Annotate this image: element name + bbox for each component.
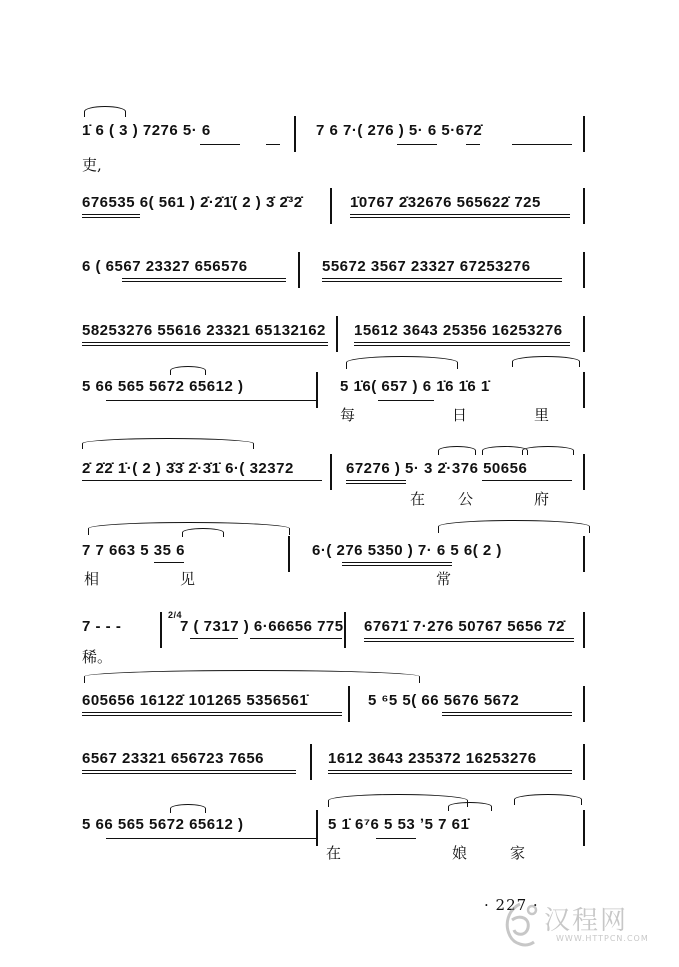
- underline: [378, 400, 434, 401]
- lyric: 常: [436, 570, 452, 588]
- underline: [82, 345, 328, 346]
- underline: [200, 144, 240, 145]
- slur: [84, 106, 126, 117]
- watermark: [498, 896, 668, 956]
- lyric: 在: [326, 844, 342, 862]
- lyric: 稀。: [82, 648, 113, 666]
- measure-group-a: 6567 23321 656723 7656: [82, 750, 265, 767]
- measure-group-a: 58253276 55616 23321 65132162: [82, 322, 326, 339]
- score-line-4: [82, 314, 587, 358]
- slur: [182, 528, 224, 537]
- barline: [583, 536, 585, 572]
- underline: [512, 144, 572, 145]
- lyric: 每: [340, 406, 356, 424]
- barline: [583, 116, 585, 152]
- barline: [583, 612, 585, 648]
- watermark-url: WWW.HTTPCN.COM: [556, 934, 649, 943]
- lyric: 娘: [452, 844, 468, 862]
- score-line-1: [82, 114, 587, 158]
- underline: [122, 278, 286, 279]
- score-line-6: [82, 452, 587, 496]
- barline: [294, 116, 296, 152]
- underline: [354, 345, 570, 346]
- underline: [442, 712, 572, 713]
- measure-group-b: 6·( 276 5350 ) 7· 6 5 6( 2 ): [312, 542, 502, 559]
- underline: [322, 281, 562, 282]
- underline: [82, 217, 140, 218]
- barline: [583, 744, 585, 780]
- barline: [583, 454, 585, 490]
- barline: [583, 188, 585, 224]
- measure-group-b: 7 ( 7317 ) 6·66656 775: [180, 618, 344, 635]
- barline: [348, 686, 350, 722]
- underline: [266, 144, 280, 145]
- lyric: 吏,: [82, 156, 102, 174]
- underline: [342, 565, 452, 566]
- lyric: 见: [180, 570, 196, 588]
- slur: [438, 520, 590, 533]
- underline: [397, 144, 437, 145]
- barline: [583, 686, 585, 722]
- measure-group-a: 6 ( 6567 23327 656576: [82, 258, 248, 275]
- watermark-text: 汉程网: [544, 906, 629, 936]
- underline: [350, 214, 570, 215]
- underline: [364, 641, 574, 642]
- measure-group-b: 5 1̇6( 657 ) 6 1̇6 1̇6 1̇: [340, 378, 490, 395]
- slur: [82, 438, 254, 449]
- underline: [466, 144, 480, 145]
- measure-group-b: 67276 ) 5· 3 2̇·376 50656: [346, 460, 528, 477]
- lyric: 相: [84, 570, 100, 588]
- lyric: 日: [452, 406, 468, 424]
- underline: [342, 562, 452, 563]
- score-line-10: [82, 742, 587, 786]
- measure-group-b: 1̇0767 2̇32676 565622̇ 725: [350, 194, 541, 211]
- score-line-5: [82, 370, 587, 414]
- barline: [344, 612, 346, 648]
- barline: [298, 252, 300, 288]
- time-signature: 2/4: [168, 610, 183, 620]
- underline: [328, 773, 572, 774]
- underline: [350, 217, 570, 218]
- underline: [364, 638, 574, 639]
- underline: [376, 838, 416, 839]
- barline: [583, 810, 585, 846]
- score-line-9: [82, 684, 587, 728]
- slur: [170, 366, 206, 375]
- slur: [170, 804, 206, 813]
- measure-group-a: 7 - - -: [82, 618, 122, 635]
- measure-group-c: 67671̇ 7·276 50767 5656 72̇: [364, 618, 566, 635]
- underline: [190, 638, 238, 639]
- underline: [328, 770, 572, 771]
- barline: [583, 316, 585, 352]
- page-number: · 227 ·: [484, 896, 539, 914]
- measure-group-a: 1̇ 6 ( 3 ) 7276 5· 6: [82, 122, 211, 139]
- barline: [330, 188, 332, 224]
- underline: [82, 214, 140, 215]
- measure-group-b: 7 6 7·( 276 ) 5· 6 5·672̇: [316, 122, 483, 139]
- barline: [336, 316, 338, 352]
- measure-group-a: 5 66 565 5672 65612 ): [82, 378, 244, 395]
- barline: [160, 612, 162, 648]
- underline: [82, 480, 322, 481]
- measure-group-a: 676535 6( 561 ) 2̇·2̇1̇( 2 ) 3̇ 2̇³2̇: [82, 194, 303, 211]
- slur: [512, 356, 580, 367]
- score-line-3: [82, 250, 587, 294]
- underline: [354, 342, 570, 343]
- measure-group-a: 2̇ 2̇2̇ 1̇·( 2 ) 3̇3̇ 2̇·3̇1̇ 6·( 32372: [82, 460, 294, 477]
- slur: [522, 446, 574, 455]
- underline: [82, 712, 342, 713]
- score-line-7: [82, 534, 587, 578]
- lyric: 里: [534, 406, 550, 424]
- barline: [583, 252, 585, 288]
- measure-group-b: 15612 3643 25356 16253276: [354, 322, 563, 339]
- barline: [288, 536, 290, 572]
- underline: [442, 715, 572, 716]
- underline: [322, 278, 562, 279]
- measure-group-a: 5 66 565 5672 65612 ): [82, 816, 244, 833]
- underline: [82, 770, 296, 771]
- underline: [82, 773, 296, 774]
- lyric: 府: [534, 490, 550, 508]
- slur: [328, 794, 468, 807]
- barline: [316, 810, 318, 846]
- watermark-logo-icon: [498, 900, 542, 952]
- lyric: 家: [510, 844, 526, 862]
- underline: [106, 400, 316, 401]
- slur: [346, 356, 458, 369]
- measure-group-a: 7 7 663 5 35 6: [82, 542, 185, 559]
- slur: [438, 446, 476, 455]
- underline: [346, 480, 406, 481]
- measure-group-a: 605656 16122̇ 101265 5356561̇: [82, 692, 309, 709]
- underline: [106, 838, 316, 839]
- underline: [122, 281, 286, 282]
- slur: [84, 670, 420, 683]
- underline: [482, 480, 572, 481]
- lyric: 在: [410, 490, 426, 508]
- measure-group-b: 55672 3567 23327 67253276: [322, 258, 531, 275]
- underline: [82, 715, 342, 716]
- measure-group-b: 5 ⁶5 5( 66 5676 5672: [368, 692, 520, 709]
- slur: [514, 794, 582, 805]
- score-line-2: [82, 186, 587, 230]
- underline: [250, 638, 342, 639]
- underline: [82, 342, 328, 343]
- barline: [330, 454, 332, 490]
- underline: [154, 562, 184, 563]
- lyric: 公: [458, 490, 474, 508]
- score-line-8: [82, 610, 587, 654]
- slur: [448, 802, 492, 811]
- barline: [310, 744, 312, 780]
- measure-group-b: 1612 3643 235372 16253276: [328, 750, 537, 767]
- measure-group-b: 5 1̇ 6⁷6 5 53 ʼ5 7 61̇: [328, 816, 470, 833]
- barline: [316, 372, 318, 408]
- underline: [346, 483, 406, 484]
- barline: [583, 372, 585, 408]
